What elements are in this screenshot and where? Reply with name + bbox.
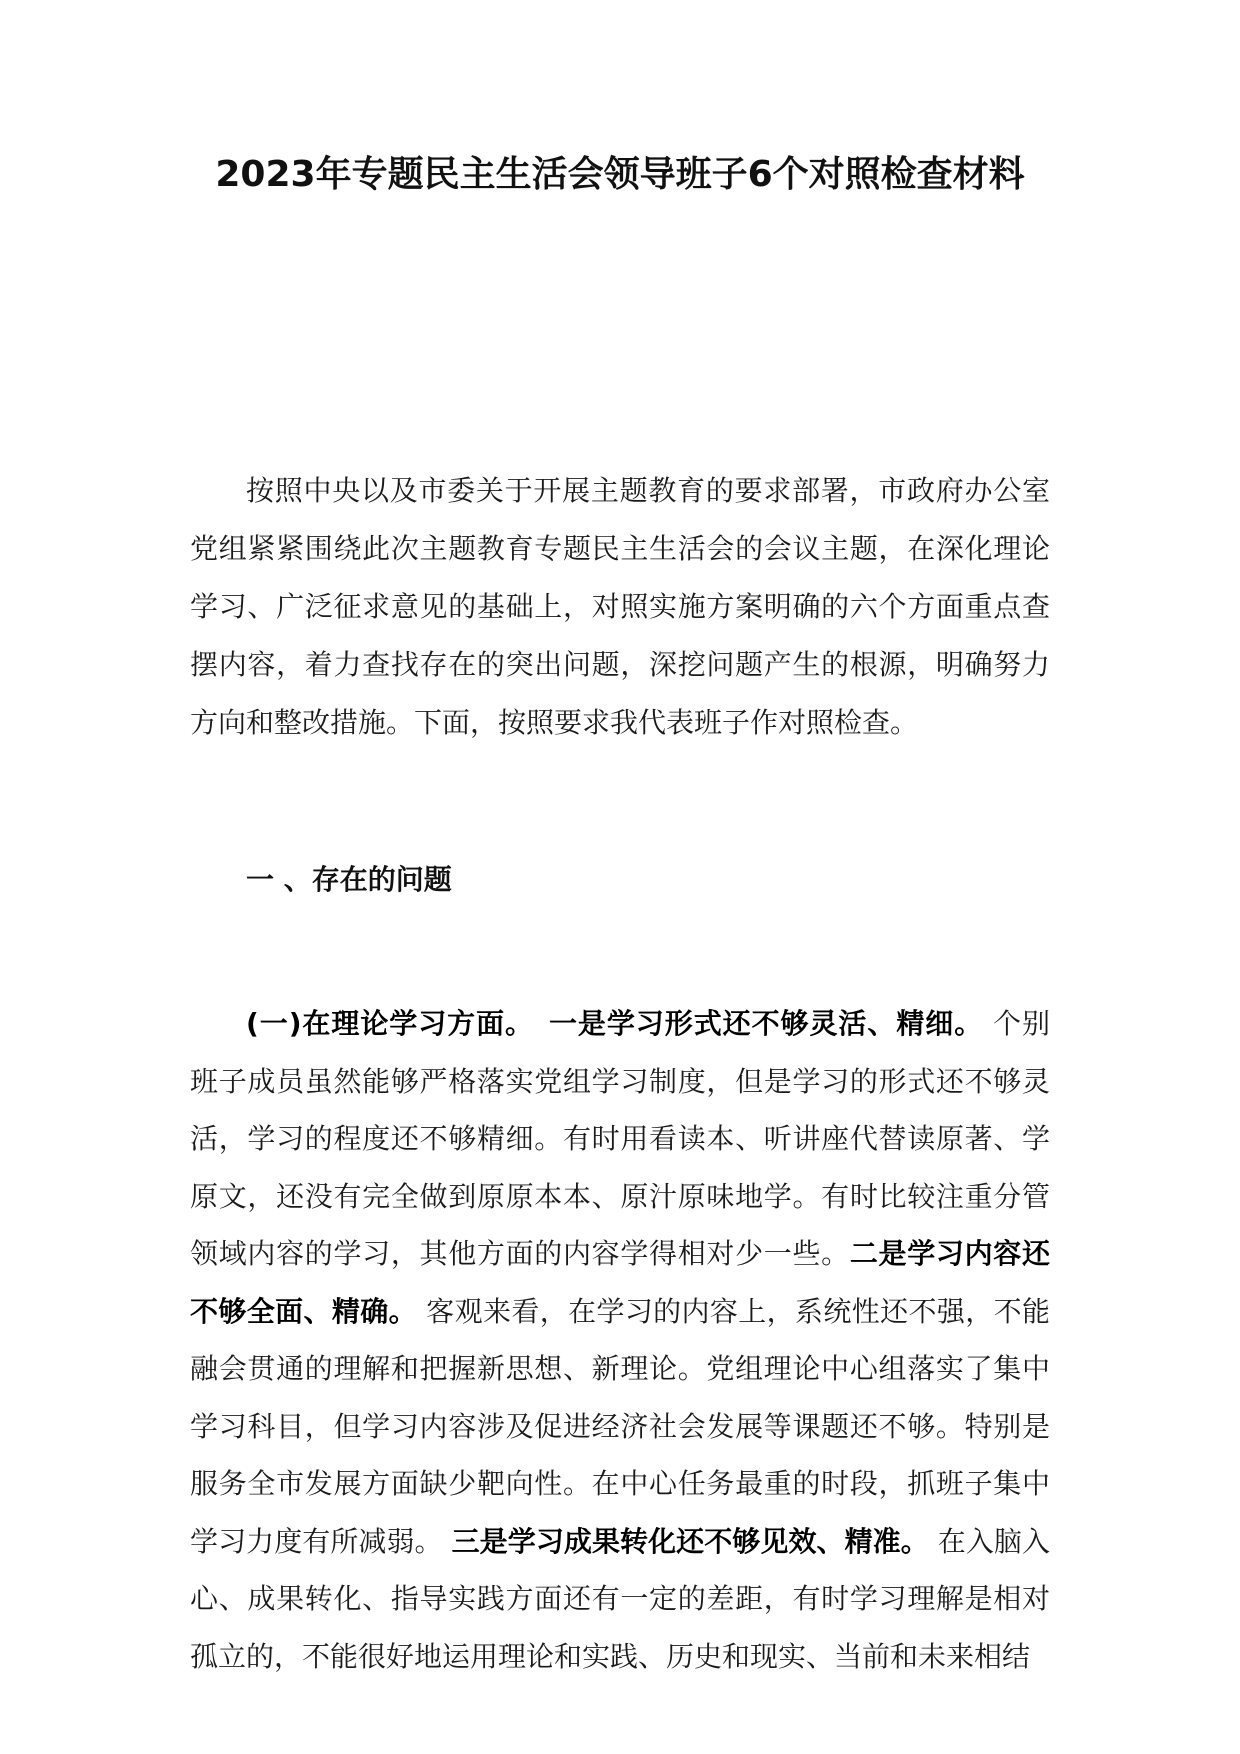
- intro-paragraph-block: [190, 462, 1050, 752]
- point-2-title: 二是学习内容还不够全面、精确。: [190, 1237, 1050, 1328]
- point-3-title: 三是学习成果转化还不够见效、精准。: [451, 1524, 929, 1558]
- theory-study-paragraph-block: [190, 995, 1050, 1685]
- point-1-title: 一是学习形式还不够灵活、精细。: [548, 1007, 984, 1040]
- intro-paragraph: 按照中央以及市委关于开展主题教育的要求部署，市政府办公室党组紧紧围绕此次主题教育专题民主生活会的会议主题，在深化理论学习、广泛征求意见的基础上，对照实施方案明确的六个方面重点查摆内容，着力查找存在的突出问题，深挖问题产生的根源，明确努力方向和整改措施。下面，按照要求我代表班子作对照检查。: [190, 474, 1050, 739]
- theory-study-paragraph: [190, 995, 1050, 1685]
- point-1-text: 个别班子成员虽然能够严格落实党组学习制度，但是学习的形式还不够灵活，学习的程度还不够精细。有时用看读本、听讲座代替读原著、学原文，还没有完全做到原原本本、原汁原味地学。有时比较注重分管领域内容的学习，其他方面的内容学得相对少一些。: [190, 1007, 1050, 1270]
- point-2-text: 客观来看，在学习的内容上，系统性还不强，不能融会贯通的理解和把握新思想、新理论。党组理论中心组落实了集中学习科目，但学习内容涉及促进经济社会发展等课题还不够。特别是服务全市发展方面缺少靶向性。在中心任务最重的时段，抓班子集中学习力度有所减弱。: [190, 1294, 1050, 1558]
- section-heading-problems: 一 、存在的问题: [246, 863, 452, 896]
- document-title: 2023年专题民主生活会领导班子6个对照检查材料: [215, 154, 1025, 195]
- subsection-heading: (一)在理论学习方面。: [246, 1007, 521, 1040]
- point-3-text: 在入脑入心、成果转化、指导实践方面还有一定的差距，有时学习理解是相对孤立的，不能很好地运用理论和实践、历史和现实、当前和未来相结: [190, 1524, 1050, 1673]
